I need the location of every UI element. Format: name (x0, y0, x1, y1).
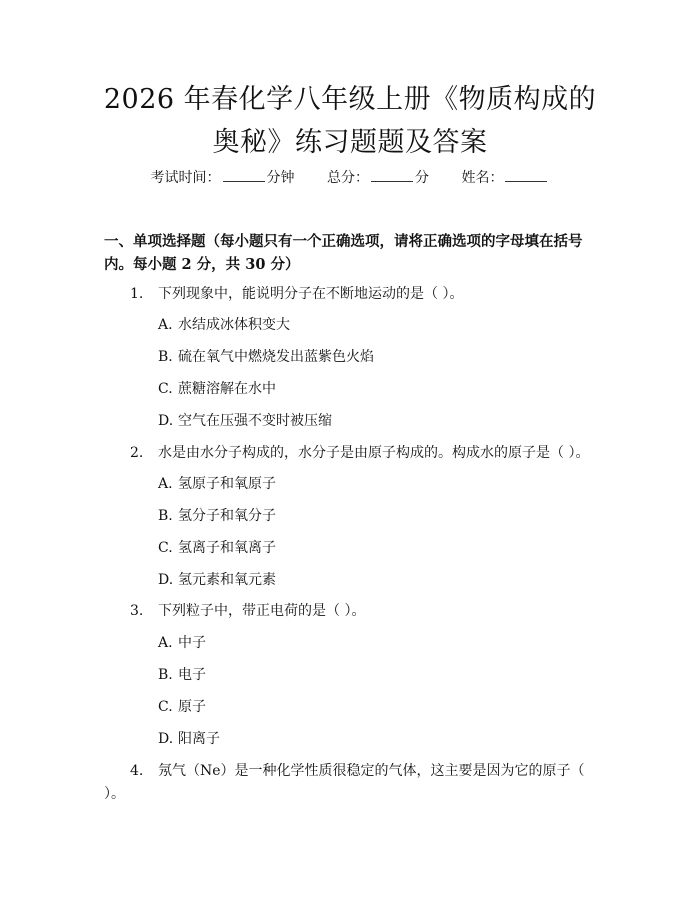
exam-time-label: 考试时间： (150, 170, 221, 186)
option-3b (158, 664, 206, 684)
name-field (461, 170, 549, 186)
question-text: 下列粒子中，带正电荷的是（ ）。 (158, 603, 366, 619)
exam-time-blank (223, 169, 265, 182)
question-text: 水是由水分子构成的，水分子是由原子构成的。构成水的原子是（ ）。 (158, 445, 590, 461)
exam-time-unit: 分钟 (266, 170, 295, 186)
option-letter: A. (158, 635, 173, 651)
option-text: 蔗糖溶解在水中 (178, 381, 276, 397)
option-letter: B. (158, 349, 173, 365)
section-heading: 一、单项选择题（每小题只有一个正确选项，请将正确选项的字母填在括号内。每小题 2 分，共 30 分） (104, 233, 583, 273)
option-letter: C. (158, 540, 173, 556)
question-3 (130, 600, 365, 620)
page-title: 2026 年春化学八年级上册《物质构成的奥秘》练习题题及答案 (103, 84, 597, 158)
question-number: 4. (130, 763, 144, 779)
name-label: 姓名： (461, 170, 504, 186)
option-1d (158, 410, 332, 430)
option-2d (158, 569, 276, 589)
option-letter: B. (158, 667, 173, 683)
option-1a (158, 314, 290, 334)
option-3a (158, 632, 206, 652)
option-letter: D. (158, 413, 174, 429)
exam-meta (0, 167, 700, 187)
exam-time-field (151, 170, 299, 186)
option-3d (158, 728, 220, 748)
question-number: 2. (130, 445, 144, 461)
option-text: 氢元素和氧元素 (178, 572, 276, 588)
option-text: 空气在压强不变时被压缩 (178, 413, 332, 429)
option-letter: D. (158, 731, 174, 747)
total-score-field (327, 170, 433, 186)
option-letter: C. (158, 699, 173, 715)
option-letter: D. (158, 572, 174, 588)
option-text: 硫在氧气中燃烧发出蓝紫色火焰 (178, 349, 374, 365)
total-score-blank (371, 169, 413, 182)
option-2c (158, 537, 276, 557)
option-2a (158, 473, 276, 493)
question-2 (130, 442, 589, 462)
question-text: 氖气（Ne）是一种化学性质很稳定的气体，这主要是因为它的原子（ ）。 (104, 763, 585, 802)
question-number: 1. (130, 286, 144, 302)
option-letter: B. (158, 508, 173, 524)
option-letter: A. (158, 476, 173, 492)
question-text: 下列现象中，能说明分子在不断地运动的是（ ）。 (158, 286, 464, 302)
option-text: 中子 (178, 635, 206, 651)
name-blank (505, 169, 547, 182)
option-text: 氢原子和氧原子 (178, 476, 276, 492)
option-text: 原子 (178, 699, 206, 715)
option-1b (158, 346, 374, 366)
option-text: 氢分子和氧分子 (178, 508, 276, 524)
total-score-label: 总分： (327, 170, 369, 186)
option-letter: A. (158, 317, 173, 333)
question-1 (130, 283, 463, 303)
option-2b (158, 505, 276, 525)
option-text: 氢离子和氧离子 (178, 540, 276, 556)
question-number: 3. (130, 603, 144, 619)
option-1c (158, 378, 276, 398)
option-text: 阳离子 (178, 731, 220, 747)
option-3c (158, 696, 206, 716)
option-letter: C. (158, 381, 173, 397)
option-text: 电子 (178, 667, 206, 683)
option-text: 水结成冰体积变大 (178, 317, 290, 333)
total-score-unit: 分 (415, 170, 429, 186)
question-4 (104, 760, 604, 806)
